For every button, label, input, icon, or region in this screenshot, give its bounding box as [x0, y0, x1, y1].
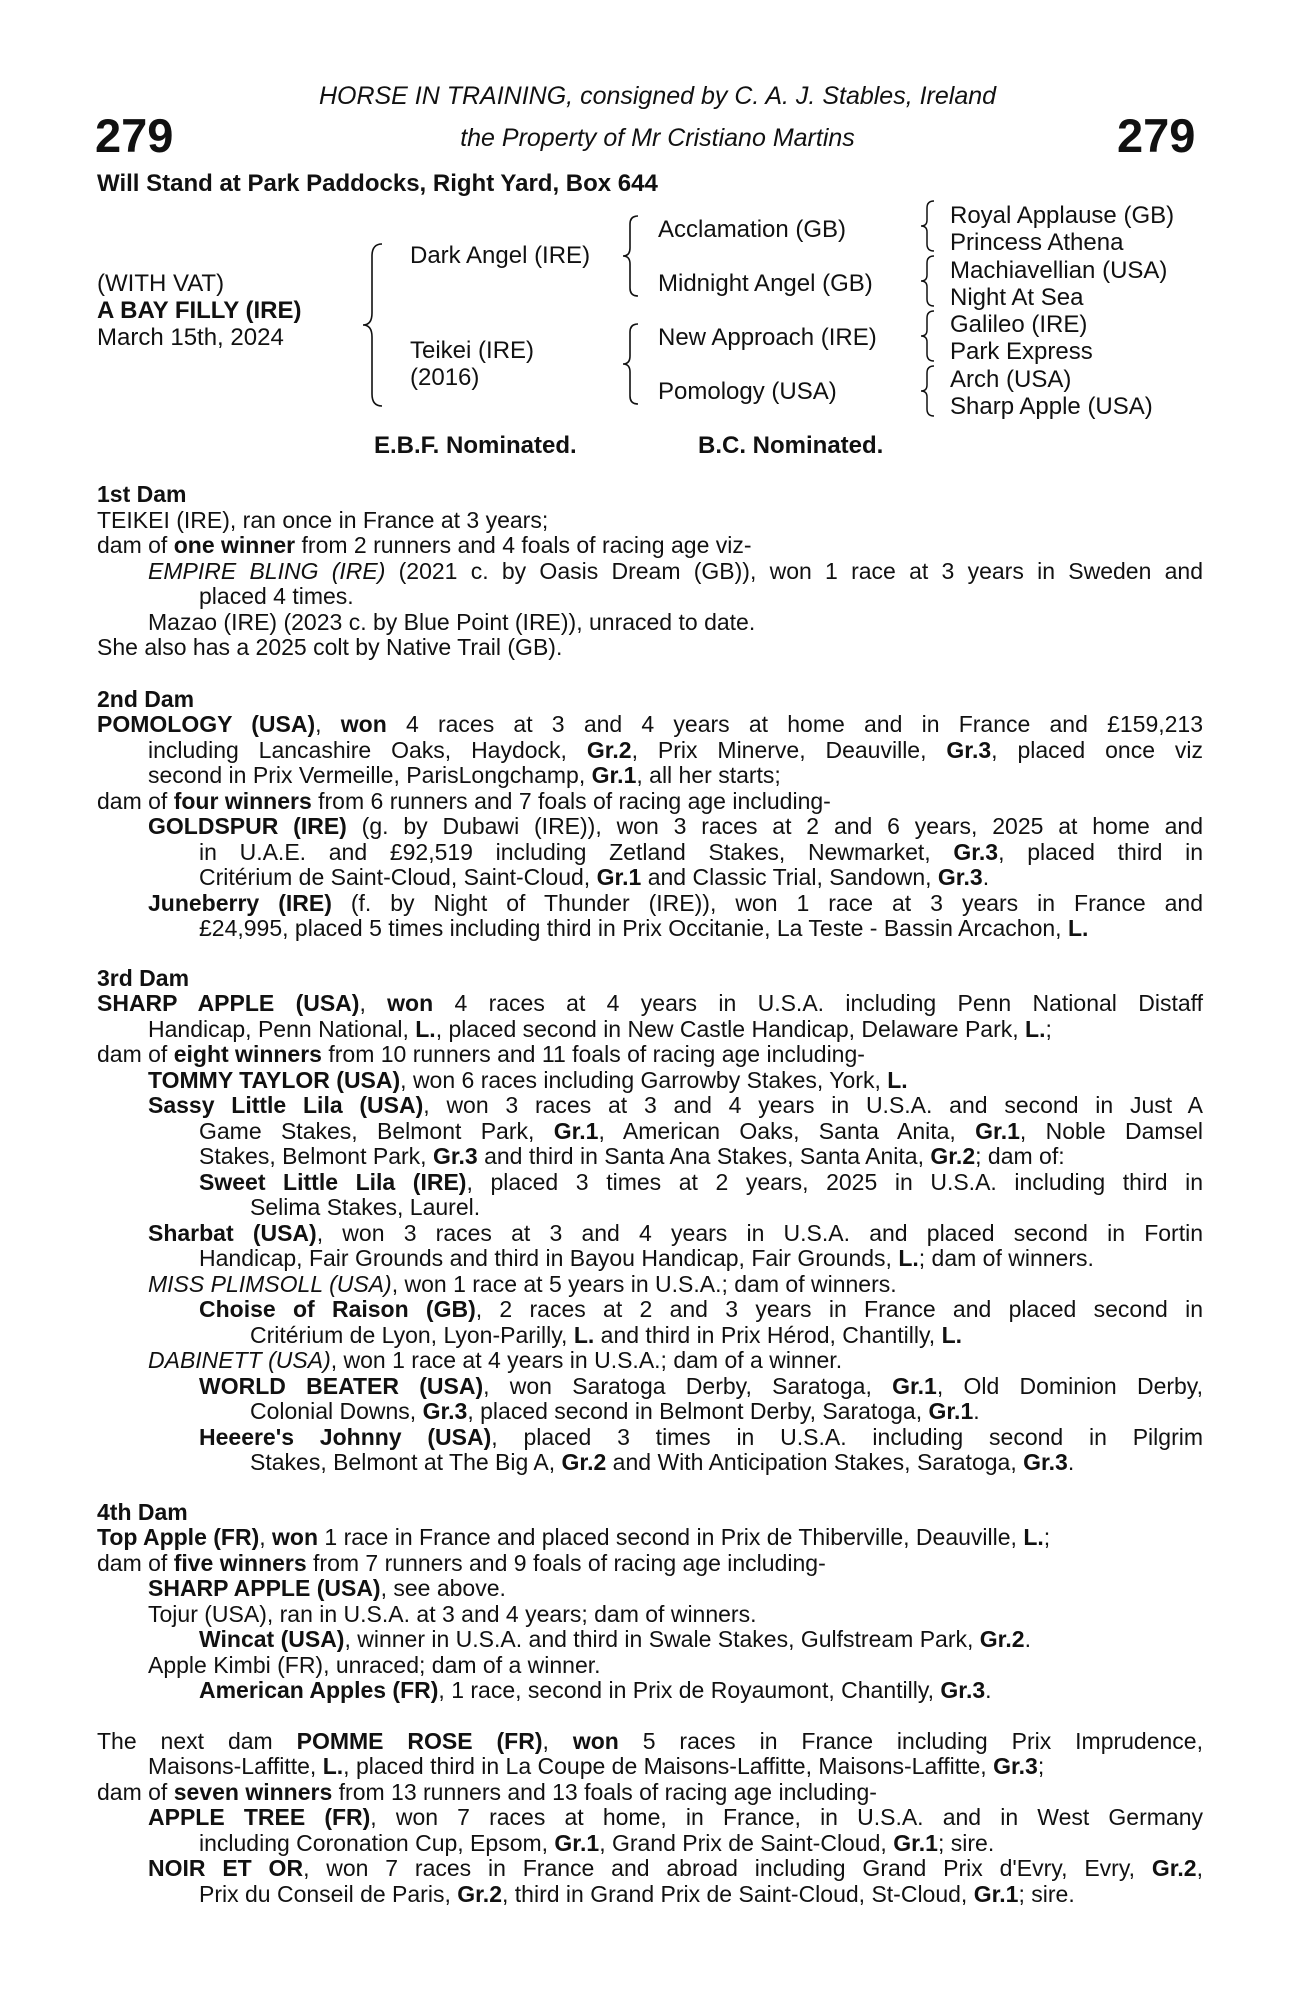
text-run: , placed once viz	[991, 737, 1203, 763]
text-run: , won 3 races at 3 and 4 years in U.S.A. and placed second in Fortin	[316, 1220, 1203, 1246]
text-run: ,	[359, 990, 388, 1016]
bold-text: Choise of Raison (GB)	[199, 1296, 476, 1322]
italic-text: MISS PLIMSOLL (USA)	[148, 1271, 392, 1297]
text-run: and third in Prix Hérod, Chantilly,	[594, 1322, 942, 1348]
text-run: second in Prix Vermeille, ParisLongchamp,	[148, 762, 592, 788]
bold-text: APPLE TREE (FR)	[148, 1804, 371, 1830]
body-line	[148, 1805, 1203, 1830]
body-line	[148, 1348, 1203, 1373]
text-run: , winner in U.S.A. and third in Swale Stakes, Gulfstream Park,	[344, 1626, 980, 1652]
ancestor-5: Galileo (IRE)	[950, 311, 1088, 338]
body-line	[148, 1068, 1203, 1093]
body-line	[199, 1374, 1203, 1399]
pedigree-brace-main	[360, 240, 390, 410]
text-run: ;	[1037, 1753, 1045, 1779]
bold-text: Gr.2	[457, 1881, 502, 1907]
body-line	[199, 1170, 1203, 1195]
bold-text: Sweet Little Lila (IRE)	[199, 1169, 467, 1195]
dam-name: Teikei (IRE)	[410, 337, 535, 364]
text-run: ; dam of winners.	[918, 1245, 1094, 1271]
bold-text: Top Apple (FR)	[97, 1524, 260, 1550]
bold-text: eight winners	[173, 1041, 322, 1067]
body-line	[148, 814, 1203, 839]
bold-text: Gr.3	[953, 839, 999, 865]
text-run: She also has a 2025 colt by Native Trail (GB).	[97, 634, 563, 660]
body-line	[199, 840, 1203, 865]
pedigree-brace-g3-4	[918, 363, 940, 419]
text-run: .	[973, 1398, 980, 1424]
text-run: Tojur (USA), ran in U.S.A. at 3 and 4 years; dam of winners.	[148, 1601, 757, 1627]
bold-text: Gr.3	[1023, 1449, 1068, 1475]
text-run: Critérium de Lyon, Lyon-Parilly,	[250, 1322, 574, 1348]
text-run: Mazao (IRE) (2023 c. by Blue Point (IRE)), unraced to date.	[148, 609, 756, 635]
bold-text: Gr.1	[975, 1118, 1020, 1144]
body-line	[97, 789, 1203, 814]
bold-text: five winners	[173, 1550, 307, 1576]
body-line	[148, 1754, 1203, 1779]
bold-text: Gr.2	[979, 1626, 1025, 1652]
ancestor-7: Arch (USA)	[950, 366, 1072, 393]
bold-text: Juneberry (IRE)	[148, 890, 332, 916]
bold-text: won	[340, 711, 387, 737]
body-line	[199, 1831, 1203, 1856]
consignor-line: HORSE IN TRAINING, consigned by C. A. J. Stables, Ireland	[318, 82, 997, 110]
bold-text: Gr.3	[937, 864, 983, 890]
italic-text: EMPIRE BLING (IRE)	[148, 558, 386, 584]
body-line	[148, 1272, 1203, 1297]
bold-text: Gr.3	[940, 1677, 986, 1703]
text-run: .	[1067, 1449, 1075, 1475]
ancestor-3: Machiavellian (USA)	[950, 257, 1168, 284]
body-line	[199, 1425, 1203, 1450]
body-line	[199, 1119, 1203, 1144]
ancestor-8: Sharp Apple (USA)	[950, 393, 1153, 420]
text-run: in U.A.E. and £92,519 including Zetland Stakes, Newmarket,	[199, 839, 954, 865]
dam-sire: New Approach (IRE)	[658, 324, 877, 351]
text-run: , placed second in Belmont Derby, Saratoga,	[467, 1398, 929, 1424]
text-run: , Noble Damsel	[1019, 1118, 1203, 1144]
body-line	[199, 865, 1203, 890]
text-run: £24,995, placed 5 times including third in Prix Occitanie, La Teste - Bassin Arcachon,	[199, 915, 1068, 941]
ebf-nomination: E.B.F. Nominated.	[374, 432, 577, 459]
bold-text: Gr.3	[993, 1753, 1038, 1779]
bold-text: Gr.1	[554, 1830, 600, 1856]
text-run: Stakes, Belmont Park,	[199, 1143, 433, 1169]
sire-dam: Midnight Angel (GB)	[658, 270, 873, 297]
bold-text: 4th Dam	[97, 1499, 188, 1525]
body-line	[199, 1882, 1203, 1907]
body-line	[97, 1551, 1203, 1576]
pedigree-brace-g3-2	[918, 253, 940, 309]
text-run: , won 3 races at 3 and 4 years in U.S.A. and second in Just A	[423, 1092, 1203, 1118]
text-run: , won 6 races including Garrowby Stakes, York,	[400, 1067, 888, 1093]
text-run: ; sire.	[1018, 1881, 1075, 1907]
bold-text: POMOLOGY (USA)	[97, 711, 316, 737]
bold-text: Gr.2	[1151, 1855, 1197, 1881]
text-run: (2021 c. by Oasis Dream (GB)), won 1 race at 3 years in Sweden and	[385, 558, 1203, 584]
pedigree-brace-g3-3	[918, 308, 940, 364]
ancestor-2: Princess Athena	[950, 229, 1124, 256]
lot-number-left: 279	[95, 109, 174, 162]
bold-text: Wincat (USA)	[199, 1626, 345, 1652]
bold-text: American Apples (FR)	[199, 1677, 439, 1703]
text-run: , won 1 race at 5 years in U.S.A.; dam of winners.	[391, 1271, 897, 1297]
text-run: including Coronation Cup, Epsom,	[199, 1830, 555, 1856]
text-run: , won Saratoga Derby, Saratoga,	[483, 1373, 893, 1399]
section-heading-1st-dam	[97, 482, 1203, 507]
body-line	[250, 1450, 1203, 1475]
text-run: ,	[1196, 1855, 1203, 1881]
text-run: Stakes, Belmont at The Big A,	[250, 1449, 562, 1475]
text-run: , all her starts;	[636, 762, 781, 788]
body-line	[97, 712, 1203, 737]
bold-text: won	[272, 1524, 319, 1550]
text-run: Maisons-Laffitte,	[148, 1753, 323, 1779]
body-line	[199, 1297, 1203, 1322]
text-run: Critérium de Saint-Cloud, Saint-Cloud,	[199, 864, 597, 890]
date-of-birth: March 15th, 2024	[97, 324, 284, 351]
body-line	[250, 1323, 1203, 1348]
body-line	[148, 1093, 1203, 1118]
body-line	[97, 1780, 1203, 1805]
text-run: Game Stakes, Belmont Park,	[199, 1118, 554, 1144]
italic-text: DABINETT (USA)	[148, 1347, 331, 1373]
bold-text: L.	[887, 1067, 908, 1093]
bold-text: Sharbat (USA)	[148, 1220, 317, 1246]
text-run: 1 race in France and placed second in Prix de Thiberville, Deauville,	[318, 1524, 1024, 1550]
text-run: from 6 runners and 7 foals of racing age including-	[311, 788, 831, 814]
bold-text: Sassy Little Lila (USA)	[148, 1092, 424, 1118]
bold-text: 1st Dam	[97, 481, 187, 507]
body-line	[97, 991, 1203, 1016]
text-run: TEIKEI (IRE), ran once in France at 3 years;	[97, 507, 549, 533]
horse-name: A BAY FILLY (IRE)	[97, 297, 302, 324]
bold-text: SHARP APPLE (USA)	[97, 990, 360, 1016]
bc-nomination: B.C. Nominated.	[698, 432, 884, 459]
body-line	[148, 1017, 1203, 1042]
body-line	[148, 738, 1203, 763]
bold-text: L.	[573, 1322, 595, 1348]
text-run: Selima Stakes, Laurel.	[250, 1194, 481, 1220]
body-line	[148, 1221, 1203, 1246]
text-run: (g. by Dubawi (IRE)), won 3 races at 2 and 6 years, 2025 at home and	[346, 813, 1204, 839]
body-line	[148, 1602, 1203, 1627]
text-run: from 13 runners and 13 foals of racing age including-	[332, 1779, 877, 1805]
bold-text: Gr.3	[432, 1143, 478, 1169]
text-run: Prix du Conseil de Paris,	[199, 1881, 458, 1907]
bold-text: Gr.1	[893, 1830, 938, 1856]
text-run: , Grand Prix de Saint-Cloud,	[599, 1830, 894, 1856]
text-run: and Classic Trial, Sandown,	[641, 864, 938, 890]
body-line	[148, 1576, 1203, 1601]
text-run: from 7 runners and 9 foals of racing age including-	[306, 1550, 826, 1576]
bold-text: L.	[1025, 1016, 1046, 1042]
pedigree-brace-g3-1	[918, 198, 940, 254]
body-line	[148, 1653, 1203, 1678]
text-run: .	[985, 1677, 992, 1703]
sire-sire: Acclamation (GB)	[658, 216, 847, 243]
body-line	[148, 1856, 1203, 1881]
text-run: dam of	[97, 532, 174, 558]
bold-text: seven winners	[173, 1779, 333, 1805]
text-run: ,	[315, 711, 341, 737]
text-run: , Old Dominion Derby,	[936, 1373, 1203, 1399]
text-run: ; dam of:	[975, 1143, 1065, 1169]
body-line	[199, 1246, 1203, 1271]
section-heading-3rd-dam	[97, 966, 1203, 991]
bold-text: 2nd Dam	[97, 686, 195, 712]
text-run: ;	[1045, 1016, 1052, 1042]
text-run: Apple Kimbi (FR), unraced; dam of a winner.	[148, 1652, 601, 1678]
dam-year: (2016)	[410, 364, 480, 391]
body-line	[97, 1525, 1203, 1550]
text-run: The next dam	[97, 1728, 297, 1754]
text-run: , placed third in La Coupe de Maisons-Laffitte, Maisons-Laffitte,	[343, 1753, 994, 1779]
ancestor-1: Royal Applause (GB)	[950, 202, 1175, 229]
text-run: .	[982, 864, 990, 890]
text-run: , placed third in	[998, 839, 1204, 865]
bold-text: L.	[415, 1016, 436, 1042]
body-line	[148, 610, 1203, 635]
text-run: 4 races at 3 and 4 years at home and in France and £159,213	[386, 711, 1204, 737]
pedigree-brace-dam	[620, 320, 644, 408]
text-run: dam of	[97, 1041, 174, 1067]
body-line	[148, 559, 1203, 584]
text-run: and third in Santa Ana Stakes, Santa Anita,	[477, 1143, 931, 1169]
text-run: ,	[259, 1524, 273, 1550]
bold-text: four winners	[173, 788, 312, 814]
text-run: Colonial Downs,	[250, 1398, 423, 1424]
text-run: from 10 runners and 11 foals of racing age including-	[321, 1041, 865, 1067]
text-run: (f. by Night of Thunder (IRE)), won 1 race at 3 years in France and	[331, 890, 1203, 916]
text-run: , placed second in New Castle Handicap, Delaware Park,	[435, 1016, 1026, 1042]
bold-text: won	[572, 1728, 619, 1754]
body-line	[97, 635, 1203, 660]
bold-text: SHARP APPLE (USA)	[148, 1575, 381, 1601]
text-run: Handicap, Fair Grounds and third in Bayou Handicap, Fair Grounds,	[199, 1245, 899, 1271]
text-run: 4 races at 4 years in U.S.A. including Penn National Distaff	[433, 990, 1203, 1016]
pedigree-brace-sire	[620, 212, 644, 300]
lot-number-right: 279	[1117, 109, 1196, 162]
text-run: ; sire.	[937, 1830, 995, 1856]
body-line	[199, 1144, 1203, 1169]
bold-text: Gr.1	[596, 864, 642, 890]
bold-text: Gr.2	[586, 737, 632, 763]
body-line	[250, 1195, 1203, 1220]
text-run: , third in Grand Prix de Saint-Cloud, St-Cloud,	[502, 1881, 974, 1907]
text-run: ;	[1043, 1524, 1051, 1550]
text-run: , won 7 races in France and abroad including Grand Prix d'Evry, Evry,	[303, 1855, 1152, 1881]
bold-text: Heeere's Johnny (USA)	[199, 1424, 492, 1450]
bold-text: Gr.1	[928, 1398, 974, 1424]
bold-text: Gr.1	[973, 1881, 1019, 1907]
text-run: , see above.	[380, 1575, 506, 1601]
ancestor-6: Park Express	[950, 338, 1093, 365]
text-run: , placed 3 times in U.S.A. including second in Pilgrim	[491, 1424, 1203, 1450]
section-heading-2nd-dam	[97, 687, 1203, 712]
bold-text: Gr.3	[422, 1398, 468, 1424]
bold-text: L.	[898, 1245, 919, 1271]
bold-text: one winner	[173, 532, 296, 558]
stand-location: Will Stand at Park Paddocks, Right Yard, Box 644	[97, 170, 658, 197]
body-line	[250, 1399, 1203, 1424]
body-line	[199, 916, 1203, 941]
body-line	[199, 1627, 1203, 1652]
body-line	[148, 763, 1203, 788]
bold-text: GOLDSPUR (IRE)	[148, 813, 347, 839]
body-line	[148, 891, 1203, 916]
vat-label: (WITH VAT)	[97, 270, 225, 297]
text-run: , 1 race, second in Prix de Royaumont, Chantilly,	[438, 1677, 941, 1703]
bold-text: Gr.1	[553, 1118, 599, 1144]
bold-text: NOIR ET OR	[148, 1855, 304, 1881]
text-run: , Prix Minerve, Deauville,	[631, 737, 947, 763]
bold-text: 3rd Dam	[97, 965, 190, 991]
text-run: placed 4 times.	[199, 583, 354, 609]
text-run: , American Oaks, Santa Anita,	[598, 1118, 976, 1144]
ancestor-4: Night At Sea	[950, 284, 1084, 311]
text-run: 5 races in France including Prix Imprudence,	[618, 1728, 1203, 1754]
section-heading-4th-dam	[97, 1500, 1203, 1525]
bold-text: Gr.1	[892, 1373, 937, 1399]
text-run: , placed 3 times at 2 years, 2025 in U.S.A. including third in	[466, 1169, 1203, 1195]
body-line	[97, 508, 1203, 533]
bold-text: Gr.2	[930, 1143, 976, 1169]
text-run: dam of	[97, 788, 174, 814]
bold-text: Gr.1	[591, 762, 637, 788]
text-run: Handicap, Penn National,	[148, 1016, 416, 1042]
bold-text: Gr.3	[946, 737, 992, 763]
text-run: including Lancashire Oaks, Haydock,	[148, 737, 587, 763]
sire-name: Dark Angel (IRE)	[410, 242, 591, 269]
text-run: from 2 runners and 4 foals of racing age viz-	[295, 532, 752, 558]
bold-text: WORLD BEATER (USA)	[199, 1373, 484, 1399]
body-line	[97, 1729, 1203, 1754]
bold-text: L.	[1067, 915, 1089, 941]
body-line	[97, 1042, 1203, 1067]
bold-text: TOMMY TAYLOR (USA)	[148, 1067, 401, 1093]
bold-text: POMME ROSE (FR)	[296, 1728, 543, 1754]
text-run: dam of	[97, 1779, 174, 1805]
body-line	[199, 584, 1203, 609]
text-run: , won 7 races at home, in France, in U.S.A. and in West Germany	[370, 1804, 1203, 1830]
text-run: dam of	[97, 1550, 174, 1576]
dam-dam: Pomology (USA)	[658, 378, 837, 405]
bold-text: L.	[941, 1322, 963, 1348]
text-run: ,	[542, 1728, 573, 1754]
text-run: .	[1024, 1626, 1031, 1652]
body-line	[97, 533, 1203, 558]
property-line: the Property of Mr Cristiano Martins	[460, 124, 855, 152]
bold-text: L.	[1023, 1524, 1044, 1550]
text-run: and With Anticipation Stakes, Saratoga,	[606, 1449, 1024, 1475]
bold-text: won	[387, 990, 434, 1016]
text-run: , 2 races at 2 and 3 years in France and placed second in	[475, 1296, 1203, 1322]
bold-text: Gr.2	[561, 1449, 607, 1475]
bold-text: L.	[322, 1753, 344, 1779]
body-line	[199, 1678, 1203, 1703]
text-run: , won 1 race at 4 years in U.S.A.; dam of a winner.	[330, 1347, 843, 1373]
